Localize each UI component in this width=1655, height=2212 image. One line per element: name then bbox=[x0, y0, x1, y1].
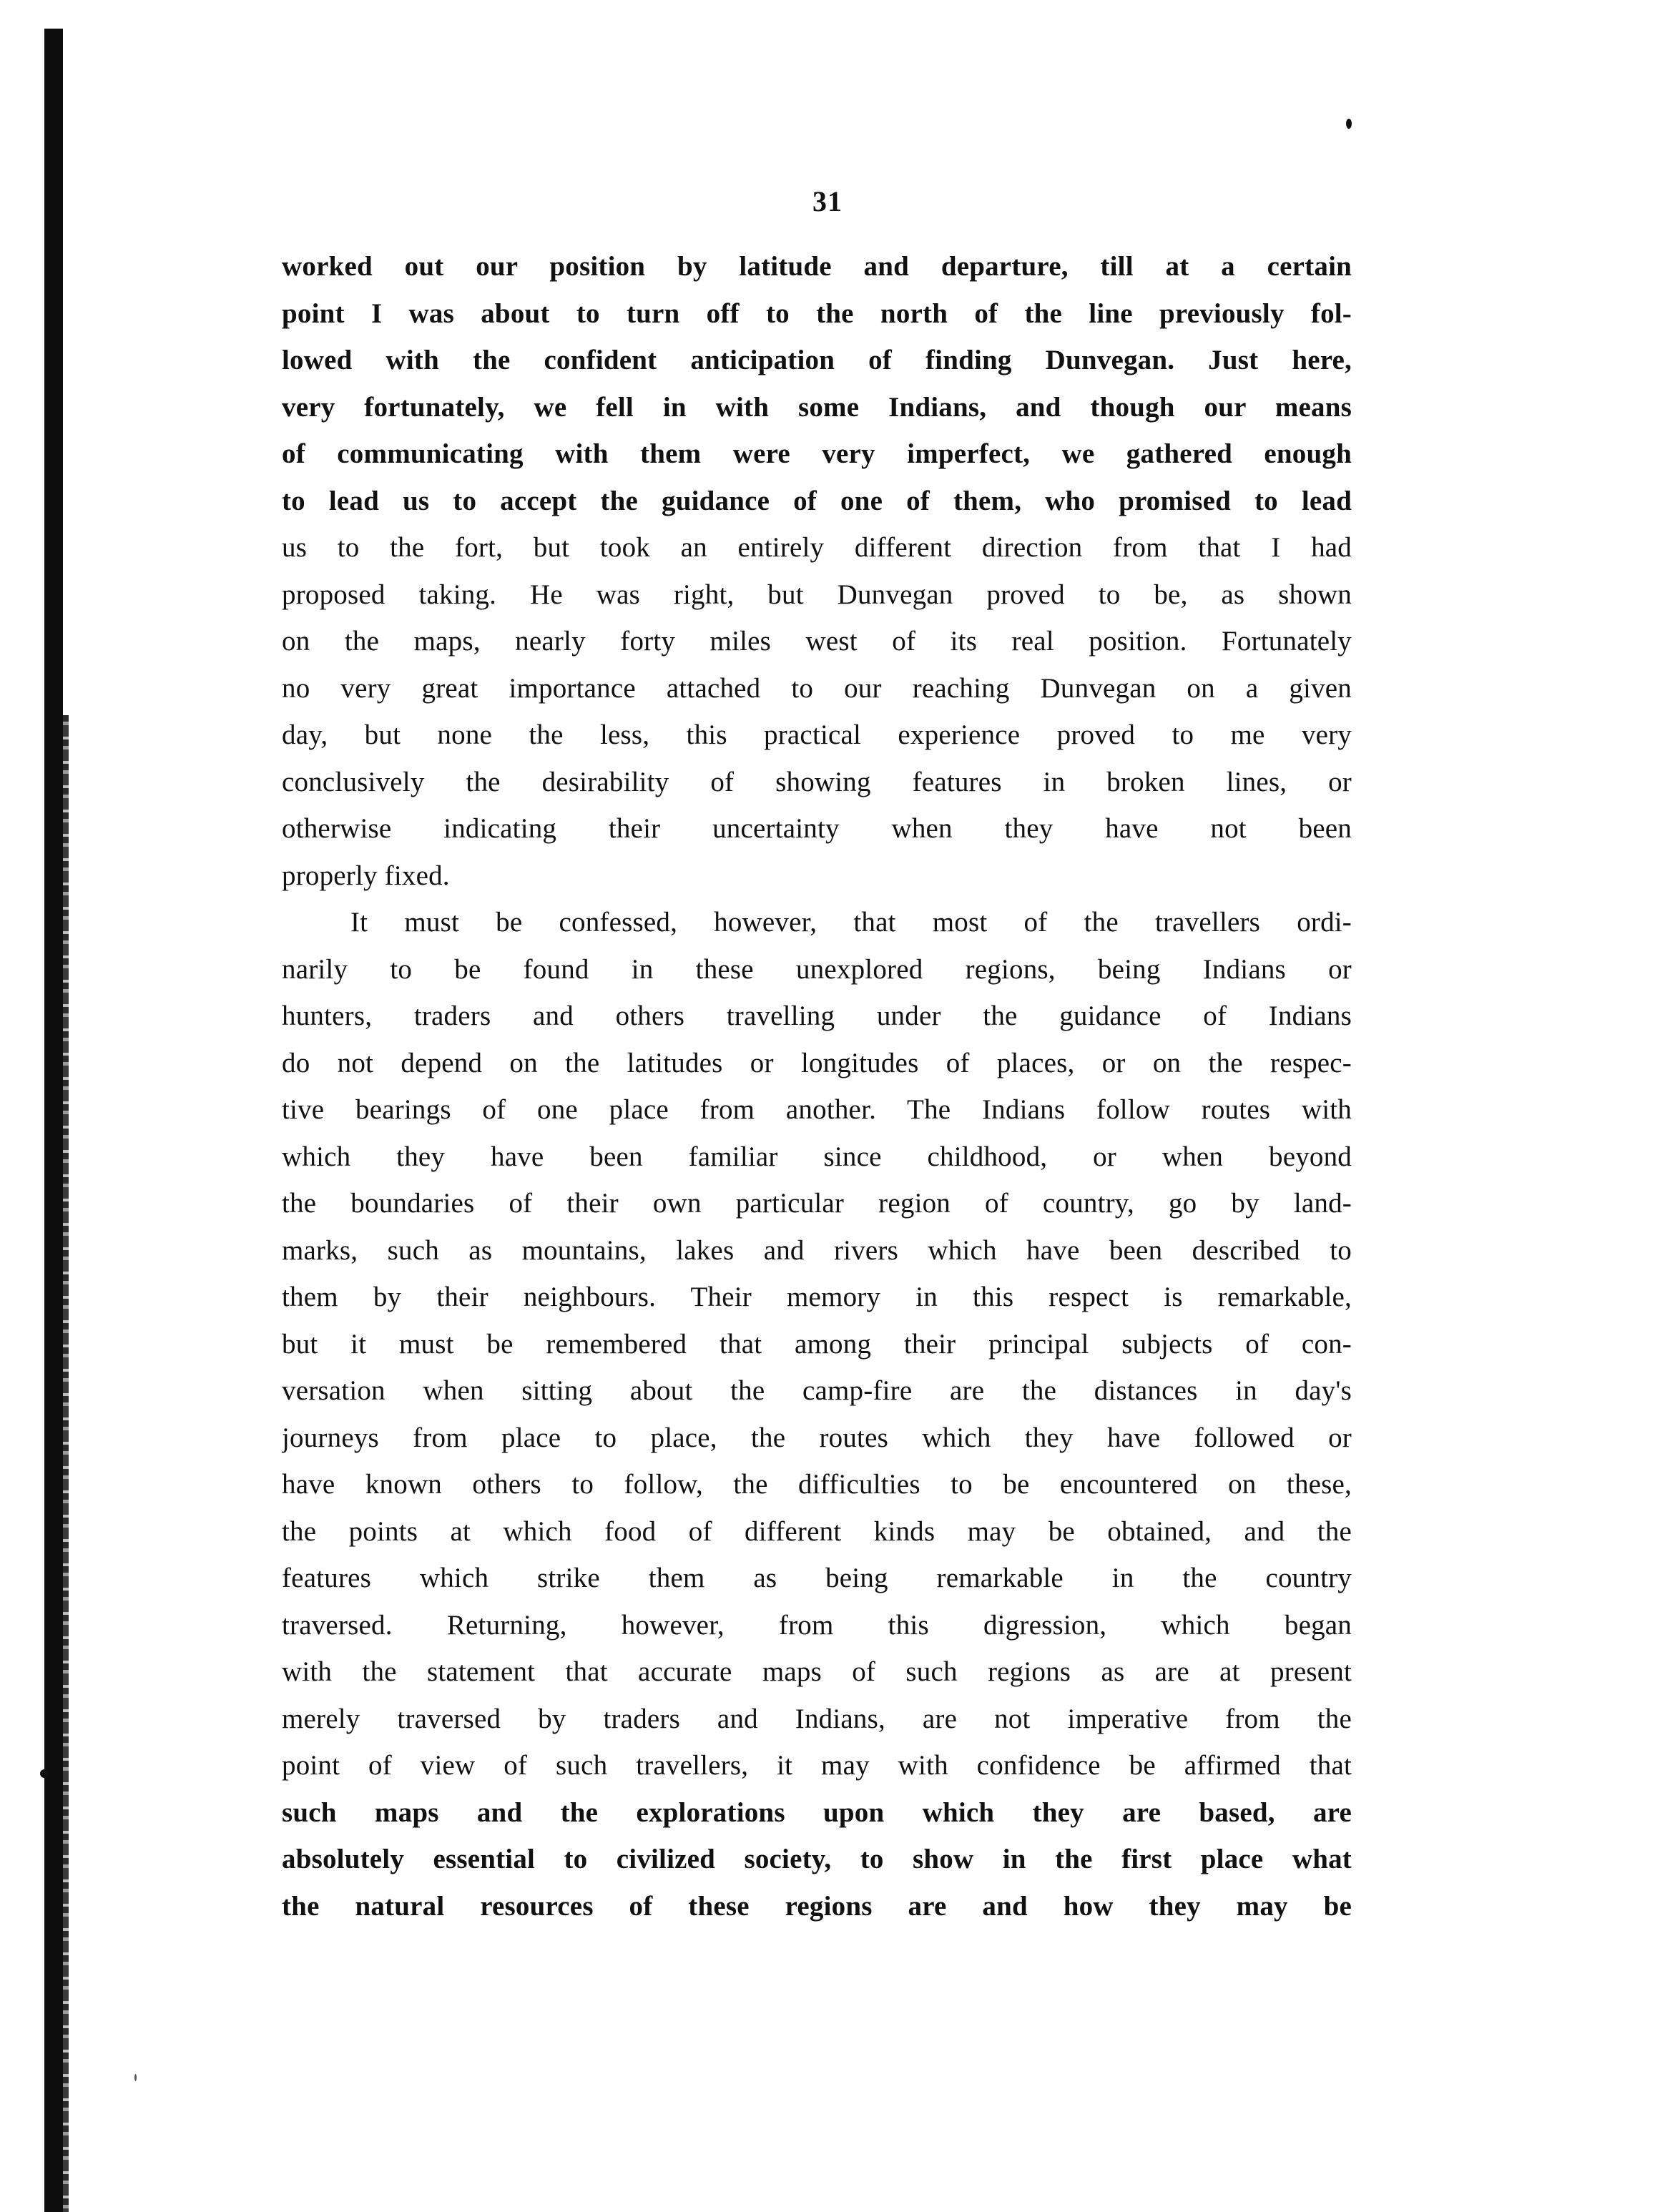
text-line: with the statement that accurate maps of such regions as are at present bbox=[282, 1656, 1352, 1687]
text-line: journeys from place to place, the routes which they have followed or bbox=[282, 1422, 1352, 1453]
text-line: point of view of such travellers, it may with confidence be affirmed that bbox=[282, 1750, 1352, 1781]
text-line: otherwise indicating their uncertainty when they have not been bbox=[282, 813, 1352, 844]
text-line: them by their neighbours. Their memory in this respect is remarkable, bbox=[282, 1282, 1352, 1312]
text-line: tive bearings of one place from another. The Indians follow routes with bbox=[282, 1094, 1352, 1125]
text-line: absolutely essential to civilized society, to show in the first place what bbox=[282, 1844, 1352, 1874]
ink-speck bbox=[134, 2074, 137, 2081]
text-line: us to the fort, but took an entirely different direction from that I had bbox=[282, 532, 1352, 563]
text-line: the points at which food of different kinds may be obtained, and the bbox=[282, 1515, 1352, 1547]
text-line: of communicating with them were very imperfect, we gathered enough bbox=[282, 438, 1352, 469]
text-line: do not depend on the latitudes or longitudes of places, or on the respec- bbox=[282, 1047, 1352, 1078]
binding-edge-texture bbox=[63, 715, 69, 2212]
binding-edge bbox=[44, 29, 63, 2212]
text-line: versation when sitting about the camp-fire are the distances in day's bbox=[282, 1375, 1352, 1406]
text-line: proposed taking. He was right, but Dunvegan proved to be, as shown bbox=[282, 579, 1352, 610]
text-line: on the maps, nearly forty miles west of its real position. Fortunately bbox=[282, 626, 1352, 657]
ink-speck bbox=[40, 1769, 49, 1778]
text-line: lowed with the confident anticipation of finding Dunvegan. Just here, bbox=[282, 345, 1352, 375]
text-line: have known others to follow, the difficulties to be encountered on these, bbox=[282, 1469, 1352, 1500]
text-line: marks, such as mountains, lakes and rivers which have been described to bbox=[282, 1234, 1352, 1266]
text-line: such maps and the explorations upon which they are based, are bbox=[282, 1796, 1352, 1828]
text-line: traversed. Returning, however, from this digression, which began bbox=[282, 1609, 1352, 1641]
text-line: worked out our position by latitude and departure, till at a certain bbox=[282, 251, 1352, 282]
text-line: to lead us to accept the guidance of one of them, who promised to lead bbox=[282, 485, 1352, 516]
text-line: day, but none the less, this practical experience proved to me very bbox=[282, 719, 1352, 750]
text-line: features which strike them as being remarkable in the country bbox=[282, 1563, 1352, 1593]
text-line: point I was about to turn off to the north of the line previously fol- bbox=[282, 298, 1352, 329]
body-text bbox=[282, 243, 1352, 1930]
text-line: no very great importance attached to our reaching Dunvegan on a given bbox=[282, 672, 1352, 704]
ink-speck bbox=[1346, 119, 1352, 129]
text-line: conclusively the desirability of showing features in broken lines, or bbox=[282, 766, 1352, 797]
text-line: but it must be remembered that among their principal subjects of con- bbox=[282, 1328, 1352, 1360]
text-line: which they have been familiar since childhood, or when beyond bbox=[282, 1141, 1352, 1172]
text-line: very fortunately, we fell in with some Indians, and though our means bbox=[282, 391, 1352, 423]
text-line: the boundaries of their own particular region of country, go by land- bbox=[282, 1188, 1352, 1219]
text-line: the natural resources of these regions are and how they may be bbox=[282, 1890, 1352, 1922]
text-line: hunters, traders and others travelling under the guidance of Indians bbox=[282, 1001, 1352, 1031]
page-number: 31 bbox=[812, 185, 843, 217]
paragraph-first-line: It must be confessed, however, that most of the travellers ordi- bbox=[350, 907, 1352, 938]
text-line: merely traversed by traders and Indians, are not imperative from the bbox=[282, 1703, 1352, 1734]
text-line: properly fixed. bbox=[282, 860, 450, 891]
text-line: narily to be found in these unexplored regions, being Indians or bbox=[282, 953, 1352, 985]
